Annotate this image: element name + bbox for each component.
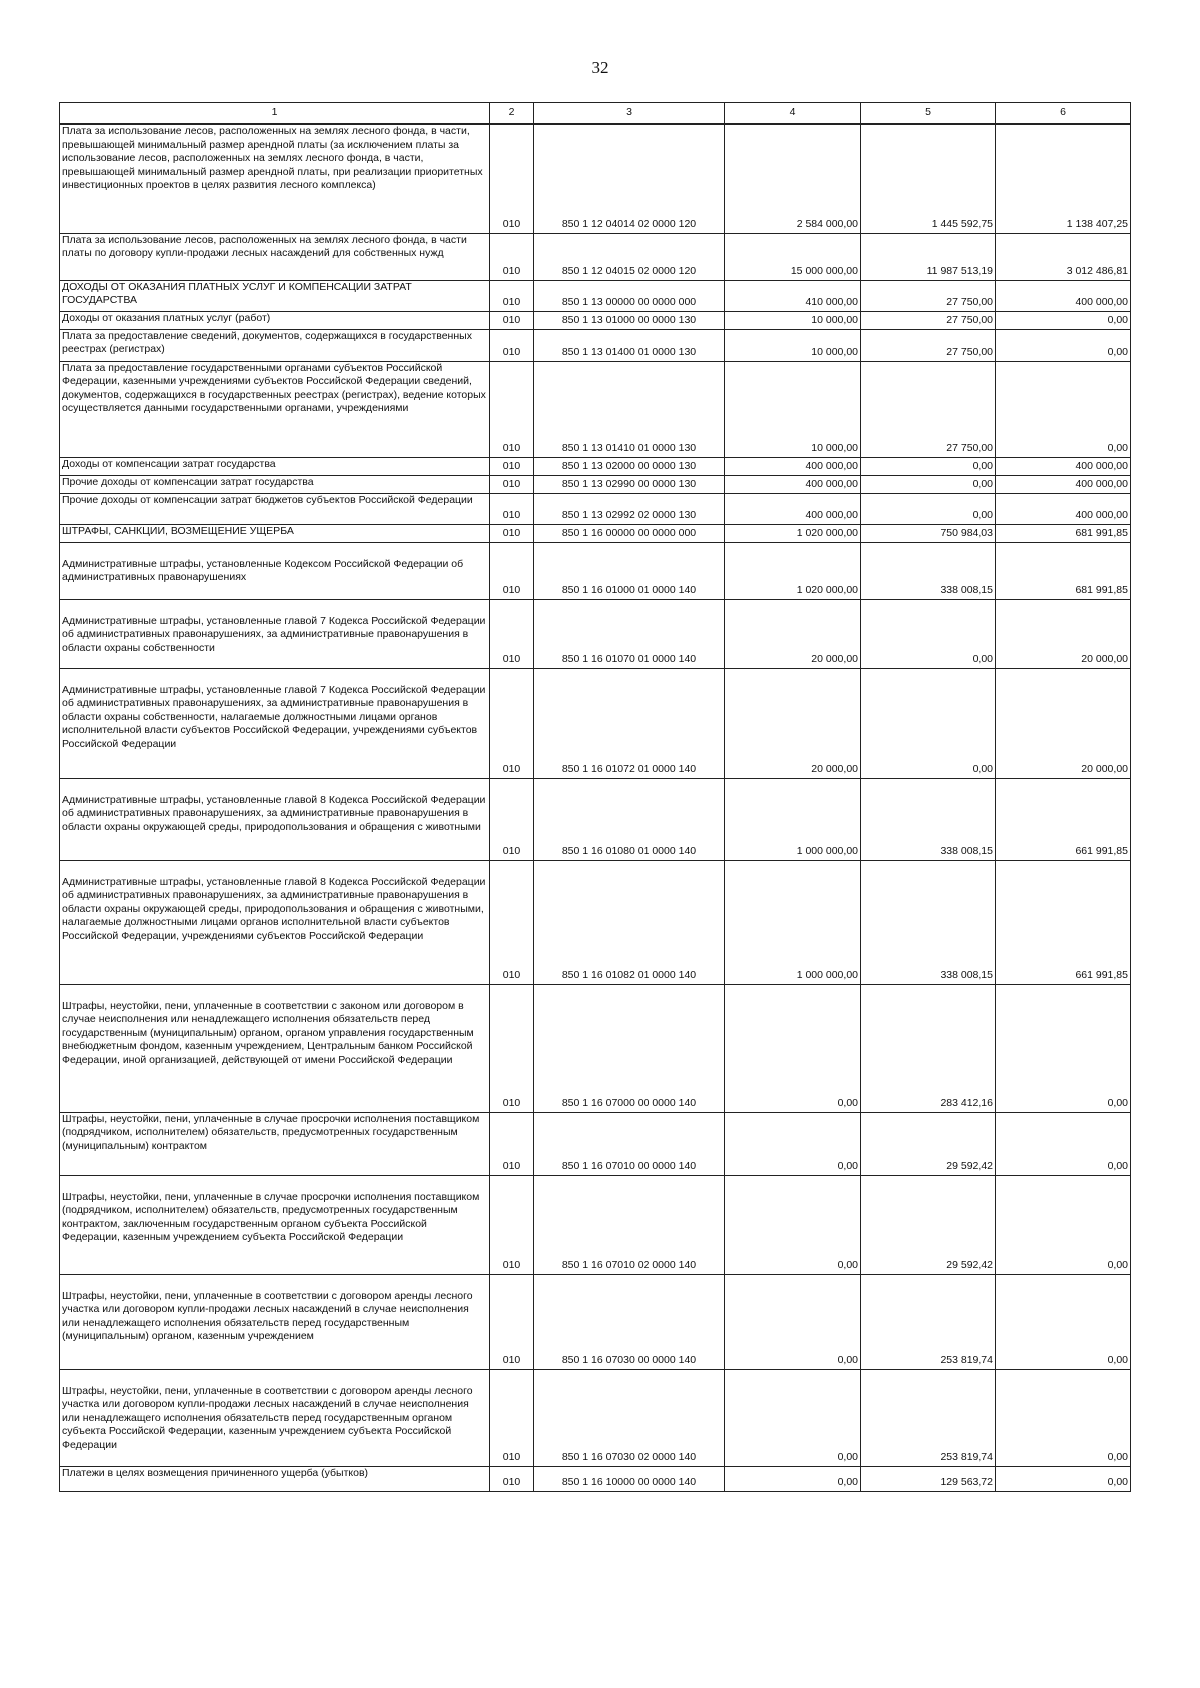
row-col5-value: 338 008,15 xyxy=(861,860,996,984)
row-budget-code: 850 1 16 01072 01 0000 140 xyxy=(534,668,725,778)
row-name xyxy=(60,542,490,599)
table-row xyxy=(60,1175,1131,1274)
row-budget-code: 850 1 13 02990 00 0000 130 xyxy=(534,475,725,493)
row-col5-value: 129 563,72 xyxy=(861,1466,996,1491)
row-col4-value: 10 000,00 xyxy=(725,329,861,361)
table-row xyxy=(60,475,1131,493)
row-name xyxy=(60,860,490,984)
row-line-code: 010 xyxy=(490,984,534,1112)
row-col6-value: 0,00 xyxy=(996,1112,1131,1175)
column-header-6: 6 xyxy=(996,103,1131,125)
row-budget-code: 850 1 12 04014 02 0000 120 xyxy=(534,124,725,233)
row-name xyxy=(60,1175,490,1274)
row-col4-value: 1 000 000,00 xyxy=(725,860,861,984)
row-col4-value: 1 020 000,00 xyxy=(725,542,861,599)
row-col4-value: 0,00 xyxy=(725,1112,861,1175)
row-name: Плата за предоставление сведений, документов, содержащихся в государственных реестрах (регистрах) xyxy=(60,329,490,361)
row-line-code: 010 xyxy=(490,542,534,599)
row-col4-value: 0,00 xyxy=(725,1274,861,1369)
row-name: Доходы от компенсации затрат государства xyxy=(60,457,490,475)
row-col5-value: 29 592,42 xyxy=(861,1112,996,1175)
row-line-code: 010 xyxy=(490,233,534,280)
row-col4-value: 410 000,00 xyxy=(725,280,861,311)
row-col6-value: 0,00 xyxy=(996,984,1131,1112)
row-col5-value: 0,00 xyxy=(861,457,996,475)
column-header-4: 4 xyxy=(725,103,861,125)
table-row xyxy=(60,361,1131,457)
row-budget-code: 850 1 13 01000 00 0000 130 xyxy=(534,311,725,329)
row-col6-value: 0,00 xyxy=(996,1175,1131,1274)
row-col4-value: 1 020 000,00 xyxy=(725,524,861,542)
row-col6-value: 0,00 xyxy=(996,329,1131,361)
row-budget-code: 850 1 13 02992 02 0000 130 xyxy=(534,493,725,524)
table-row xyxy=(60,280,1131,311)
row-budget-code: 850 1 16 01070 01 0000 140 xyxy=(534,599,725,668)
table-row xyxy=(60,493,1131,524)
column-header-1: 1 xyxy=(60,103,490,125)
row-name-text: Штрафы, неустойки, пени, уплаченные в соответствии с договором аренды лесного участка или договором купли-продажи лесных насаждений в случае неисполнения или ненадлежащего исполнения обязательств перед государственным органом субъекта Российской Федерации, казенным учреждением субъекта Российской Федерации xyxy=(62,1384,473,1451)
row-name-text: Штрафы, неустойки, пени, уплаченные в соответствии с законом или договором в случае неисполнения или ненадлежащего исполнения обязательств перед государственным (муниципальным) органом, органом управления государственным внебюджетным фондом, казенным учреждением, Центральным банком Российской Федерации, иной организацией, действующей от имени Российской Федерации xyxy=(62,999,474,1066)
row-col5-value: 27 750,00 xyxy=(861,329,996,361)
table-body xyxy=(60,124,1131,1491)
row-name-text: Административные штрафы, установленные главой 8 Кодекса Российской Федерации об административных правонарушениях, за административные правонарушения в области охраны окружающей среды, природопользования и обращения с животными, налагаемые должностными лицами органов исполнительной власти субъектов Российской Федерации, учреждениями субъектов Российской Федерации xyxy=(62,875,486,942)
row-col5-value: 29 592,42 xyxy=(861,1175,996,1274)
row-col6-value: 0,00 xyxy=(996,1466,1131,1491)
row-name xyxy=(60,599,490,668)
row-col6-value: 20 000,00 xyxy=(996,599,1131,668)
row-col5-value: 0,00 xyxy=(861,599,996,668)
row-col6-value: 0,00 xyxy=(996,361,1131,457)
row-line-code: 010 xyxy=(490,311,534,329)
row-col5-value: 27 750,00 xyxy=(861,280,996,311)
row-budget-code: 850 1 13 01410 01 0000 130 xyxy=(534,361,725,457)
row-name-text: Административные штрафы, установленные главой 7 Кодекса Российской Федерации об административных правонарушениях, за административные правонарушения в области охраны собственности, налагаемые должностными лицами органов исполнительной власти субъектов Российской Федерации, учреждениями субъектов Российской Федерации xyxy=(62,683,486,750)
row-budget-code: 850 1 16 01082 01 0000 140 xyxy=(534,860,725,984)
row-name: Плата за предоставление государственными органами субъектов Российской Федерации, казенными учреждениями субъектов Российской Федерации сведений, документов, содержащихся в государственных реестрах (регистрах), ведение которых осуществляется данными государственными органами, учреждениями xyxy=(60,361,490,457)
row-name: Платежи в целях возмещения причиненного ущерба (убытков) xyxy=(60,1466,490,1491)
row-name: Плата за использование лесов, расположенных на землях лесного фонда, в части, превышающей минимальный размер арендной платы (за исключением платы за использование лесов, расположенных на землях лесного фонда, в части, превышающей минимальный размер арендной платы, при реализации приоритетных инвестиционных проектов в целях развития лесного комплекса) xyxy=(60,124,490,233)
row-line-code: 010 xyxy=(490,778,534,860)
page-number: 32 xyxy=(591,58,609,77)
column-header-5: 5 xyxy=(861,103,996,125)
row-budget-code: 850 1 12 04015 02 0000 120 xyxy=(534,233,725,280)
row-line-code: 010 xyxy=(490,524,534,542)
row-col4-value: 2 584 000,00 xyxy=(725,124,861,233)
row-line-code: 010 xyxy=(490,361,534,457)
row-col5-value: 750 984,03 xyxy=(861,524,996,542)
row-budget-code: 850 1 16 07030 02 0000 140 xyxy=(534,1369,725,1466)
row-name-text: Административные штрафы, установленные главой 8 Кодекса Российской Федерации об административных правонарушениях, за административные правонарушения в области охраны окружающей среды, природопользования и обращения с животными xyxy=(62,793,486,833)
row-col4-value: 0,00 xyxy=(725,1466,861,1491)
row-col4-value: 0,00 xyxy=(725,984,861,1112)
row-line-code: 010 xyxy=(490,493,534,524)
table-row xyxy=(60,1466,1131,1491)
row-budget-code: 850 1 16 00000 00 0000 000 xyxy=(534,524,725,542)
row-line-code: 010 xyxy=(490,1274,534,1369)
table-row xyxy=(60,329,1131,361)
table-row xyxy=(60,668,1131,778)
row-line-code: 010 xyxy=(490,457,534,475)
row-col4-value: 0,00 xyxy=(725,1369,861,1466)
row-budget-code: 850 1 13 01400 01 0000 130 xyxy=(534,329,725,361)
row-name: Доходы от оказания платных услуг (работ) xyxy=(60,311,490,329)
row-line-code: 010 xyxy=(490,1112,534,1175)
row-line-code: 010 xyxy=(490,280,534,311)
row-budget-code: 850 1 16 01000 01 0000 140 xyxy=(534,542,725,599)
table-row xyxy=(60,311,1131,329)
row-col5-value: 0,00 xyxy=(861,668,996,778)
row-col4-value: 20 000,00 xyxy=(725,599,861,668)
row-col6-value: 3 012 486,81 xyxy=(996,233,1131,280)
row-col6-value: 661 991,85 xyxy=(996,778,1131,860)
row-col4-value: 15 000 000,00 xyxy=(725,233,861,280)
row-col4-value: 400 000,00 xyxy=(725,475,861,493)
row-line-code: 010 xyxy=(490,329,534,361)
row-col5-value: 283 412,16 xyxy=(861,984,996,1112)
row-line-code: 010 xyxy=(490,124,534,233)
row-col5-value: 253 819,74 xyxy=(861,1274,996,1369)
column-header-3: 3 xyxy=(534,103,725,125)
row-name xyxy=(60,1369,490,1466)
row-budget-code: 850 1 16 07030 00 0000 140 xyxy=(534,1274,725,1369)
row-budget-code: 850 1 16 07010 00 0000 140 xyxy=(534,1112,725,1175)
row-col4-value: 20 000,00 xyxy=(725,668,861,778)
row-col6-value: 400 000,00 xyxy=(996,280,1131,311)
row-name: Штрафы, неустойки, пени, уплаченные в случае просрочки исполнения поставщиком (подрядчиком, исполнителем) обязательств, предусмотренных государственным (муниципальным) контрактом xyxy=(60,1112,490,1175)
row-col5-value: 27 750,00 xyxy=(861,311,996,329)
row-name: Прочие доходы от компенсации затрат государства xyxy=(60,475,490,493)
row-name-text: Административные штрафы, установленные главой 7 Кодекса Российской Федерации об административных правонарушениях, за административные правонарушения в области охраны собственности xyxy=(62,614,486,654)
row-budget-code: 850 1 13 00000 00 0000 000 xyxy=(534,280,725,311)
table-header-row xyxy=(60,103,1131,125)
row-col5-value: 27 750,00 xyxy=(861,361,996,457)
row-col6-value: 0,00 xyxy=(996,311,1131,329)
table-row xyxy=(60,1369,1131,1466)
row-col5-value: 1 445 592,75 xyxy=(861,124,996,233)
row-col5-value: 338 008,15 xyxy=(861,778,996,860)
table-row xyxy=(60,524,1131,542)
row-line-code: 010 xyxy=(490,1175,534,1274)
table-row xyxy=(60,542,1131,599)
row-col4-value: 10 000,00 xyxy=(725,311,861,329)
row-col4-value: 10 000,00 xyxy=(725,361,861,457)
row-col5-value: 0,00 xyxy=(861,493,996,524)
row-budget-code: 850 1 16 01080 01 0000 140 xyxy=(534,778,725,860)
row-col6-value: 0,00 xyxy=(996,1274,1131,1369)
row-name-text: Штрафы, неустойки, пени, уплаченные в соответствии с договором аренды лесного участка или договором купли-продажи лесных насаждений в случае неисполнения или ненадлежащего исполнения обязательств перед государственным (муниципальным) органом, казенным учреждением xyxy=(62,1289,473,1343)
row-name xyxy=(60,1274,490,1369)
row-name xyxy=(60,984,490,1112)
column-header-2: 2 xyxy=(490,103,534,125)
row-name: ДОХОДЫ ОТ ОКАЗАНИЯ ПЛАТНЫХ УСЛУГ И КОМПЕНСАЦИИ ЗАТРАТ ГОСУДАРСТВА xyxy=(60,280,490,311)
row-line-code: 010 xyxy=(490,1466,534,1491)
revenue-table xyxy=(59,102,1131,1492)
table-row xyxy=(60,1274,1131,1369)
row-col4-value: 400 000,00 xyxy=(725,457,861,475)
row-name: Плата за использование лесов, расположенных на землях лесного фонда, в части платы по договору купли-продажи лесных насаждений для собственных нужд xyxy=(60,233,490,280)
row-name: ШТРАФЫ, САНКЦИИ, ВОЗМЕЩЕНИЕ УЩЕРБА xyxy=(60,524,490,542)
row-col4-value: 400 000,00 xyxy=(725,493,861,524)
table-row xyxy=(60,599,1131,668)
table-row xyxy=(60,1112,1131,1175)
table-row xyxy=(60,984,1131,1112)
row-col6-value: 400 000,00 xyxy=(996,493,1131,524)
row-line-code: 010 xyxy=(490,860,534,984)
row-col6-value: 681 991,85 xyxy=(996,524,1131,542)
row-col5-value: 338 008,15 xyxy=(861,542,996,599)
row-col6-value: 400 000,00 xyxy=(996,475,1131,493)
row-col6-value: 400 000,00 xyxy=(996,457,1131,475)
row-col5-value: 0,00 xyxy=(861,475,996,493)
row-col4-value: 0,00 xyxy=(725,1175,861,1274)
row-line-code: 010 xyxy=(490,475,534,493)
row-name xyxy=(60,778,490,860)
row-col6-value: 1 138 407,25 xyxy=(996,124,1131,233)
row-name xyxy=(60,668,490,778)
row-budget-code: 850 1 16 07000 00 0000 140 xyxy=(534,984,725,1112)
table-row xyxy=(60,457,1131,475)
row-col6-value: 661 991,85 xyxy=(996,860,1131,984)
row-line-code: 010 xyxy=(490,668,534,778)
row-budget-code: 850 1 13 02000 00 0000 130 xyxy=(534,457,725,475)
row-col6-value: 681 991,85 xyxy=(996,542,1131,599)
row-col5-value: 253 819,74 xyxy=(861,1369,996,1466)
row-budget-code: 850 1 16 07010 02 0000 140 xyxy=(534,1175,725,1274)
table-row xyxy=(60,860,1131,984)
row-name-text: Административные штрафы, установленные Кодексом Российской Федерации об административных правонарушениях xyxy=(62,557,464,584)
row-col4-value: 1 000 000,00 xyxy=(725,778,861,860)
row-line-code: 010 xyxy=(490,1369,534,1466)
row-col6-value: 20 000,00 xyxy=(996,668,1131,778)
table-row xyxy=(60,233,1131,280)
row-name: Прочие доходы от компенсации затрат бюджетов субъектов Российской Федерации xyxy=(60,493,490,524)
row-name-text: Штрафы, неустойки, пени, уплаченные в случае просрочки исполнения поставщиком (подрядчиком, исполнителем) обязательств, предусмотренных государственным контрактом, заключенным государственным органом субъекта Российской Федерации, казенным учреждением субъекта Российской Федерации xyxy=(62,1190,480,1244)
row-budget-code: 850 1 16 10000 00 0000 140 xyxy=(534,1466,725,1491)
row-col6-value: 0,00 xyxy=(996,1369,1131,1466)
table-row xyxy=(60,124,1131,233)
row-col5-value: 11 987 513,19 xyxy=(861,233,996,280)
row-line-code: 010 xyxy=(490,599,534,668)
table-row xyxy=(60,778,1131,860)
